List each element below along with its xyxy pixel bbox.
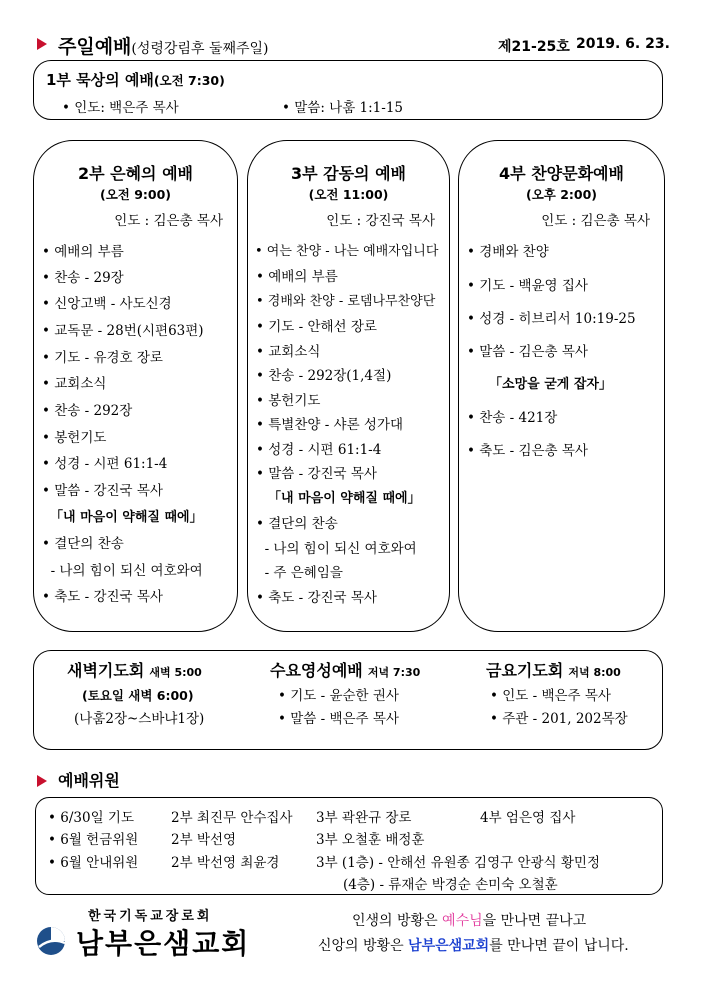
msg1-c: 을 만나면 끝나고 [482, 913, 587, 929]
list-item: • 찬송 - 421장 [467, 410, 558, 426]
issue-number: 제21-25호 [498, 39, 570, 55]
service1-heading [46, 69, 225, 90]
list-item: • 교회소식 [42, 376, 107, 392]
list-item: • 신앙고백 - 사도신경 [42, 296, 172, 312]
service3-time: (오전 11:00) [308, 187, 389, 202]
committee-cell: 3부 곽완규 장로 [316, 810, 412, 826]
list-item: • 축도 - 강진국 목사 [42, 589, 163, 605]
wed-leader: • 기도 - 윤순한 권사 [278, 688, 399, 704]
service4-time: (오후 2:00) [525, 187, 598, 202]
title: 주일예배 [58, 36, 132, 58]
dawn-text: (나훔2장~스바냐1장) [74, 711, 205, 727]
committee-box [35, 797, 663, 895]
committee-row-label: • 6월 안내위원 [48, 855, 139, 871]
fri-leader: • 인도 - 백은주 목사 [490, 688, 611, 704]
msg1-highlight: 예수님 [442, 913, 483, 929]
service1-time: (오전 7:30) [153, 73, 225, 88]
list-item: • 축도 - 김은총 목사 [467, 443, 588, 459]
list-item: • 찬송 - 292장 [42, 403, 133, 419]
service4-column [458, 140, 665, 632]
list-item: • 찬송 - 29장 [42, 270, 124, 286]
list-item: - 주 은혜임을 [256, 565, 343, 581]
dawn-heading [67, 658, 202, 681]
list-item: • 봉헌기도 [42, 430, 107, 446]
wed-time: 저녁 7:30 [367, 666, 421, 679]
list-item: • 결단의 찬송 [256, 516, 338, 532]
list-item: • 성경 - 시편 61:1-4 [42, 456, 168, 472]
list-item: • 교독문 - 28번(시편63편) [42, 323, 204, 339]
service3-title: 3부 감동의 예배 [290, 164, 406, 183]
wed-sermon: • 말씀 - 백은주 목사 [278, 711, 399, 727]
service1-title: 1부 묵상의 예배 [46, 71, 154, 89]
list-item: • 기도 - 안해선 장로 [256, 319, 377, 335]
page-title [58, 32, 269, 59]
committee-row-label: • 6월 헌금위원 [48, 832, 139, 848]
list-item: • 봉헌기도 [256, 393, 321, 409]
list-item: • 특별찬양 - 샤론 성가대 [256, 417, 404, 433]
service4-title: 4부 찬양문화예배 [499, 164, 624, 183]
dawn-time: 새벽 5:00 [149, 666, 202, 679]
list-item: • 기도 - 유경호 장로 [42, 350, 163, 366]
msg2-c: 를 만나면 끝이 납니다. [489, 938, 629, 954]
msg1-a: 인생의 방황은 [352, 913, 443, 929]
fri-heading [486, 658, 621, 681]
bullet-arrow-icon [37, 38, 47, 50]
list-item: • 경배와 찬양 [467, 244, 549, 260]
committee-cell: 2부 박선영 [171, 832, 237, 848]
committee-cell: (4층) - 류재순 박경순 손미숙 오철훈 [343, 877, 558, 893]
church-logo-icon [36, 926, 66, 956]
list-item: - 나의 힘이 되신 여호와여 [256, 541, 417, 557]
subtitle: (성령강림후 둘째주일) [131, 41, 269, 57]
list-item: • 여는 찬양 - 나는 예배자입니다 [255, 244, 439, 259]
list-item: • 말씀 - 김은총 목사 [467, 344, 588, 360]
list-item: • 성경 - 히브리서 10:19-25 [467, 311, 636, 327]
service2-leader: 인도 : 김은총 목사 [114, 213, 223, 229]
wed-title: 수요영성예배 [270, 661, 363, 680]
service2-sermon-title: 「내 마음이 약해질 때에」 [50, 510, 203, 525]
service3-column [247, 140, 450, 632]
list-item: • 기도 - 백윤영 집사 [467, 278, 588, 294]
list-item: • 경배와 찬양 - 로뎀나무찬양단 [256, 294, 436, 309]
committee-cell: 2부 최진무 안수집사 [171, 810, 293, 826]
service1-box [33, 60, 663, 120]
service2-column [33, 140, 238, 632]
list-item: • 예배의 부름 [42, 244, 124, 260]
committee-cell: 2부 박선영 최윤경 [171, 855, 280, 871]
list-item: • 말씀 - 강진국 목사 [42, 483, 163, 499]
msg2-a: 신앙의 방황은 [318, 938, 409, 954]
bullet-arrow-icon [37, 775, 47, 787]
list-item: • 축도 - 강진국 목사 [256, 590, 377, 606]
list-item: • 말씀 - 강진국 목사 [256, 466, 377, 482]
service3-sermon-title: 「내 마음이 약해질 때에」 [268, 491, 421, 506]
dawn-title: 새벽기도회 [67, 661, 145, 680]
weekday-box [33, 650, 663, 750]
service2-time: (오전 9:00) [99, 187, 172, 202]
footer-message-1 [352, 910, 586, 930]
committee-cell: 3부 (1층) - 안해선 유원종 김영구 안광식 황민정 [316, 855, 601, 871]
church-name: 남부은샘교회 [76, 927, 251, 960]
service3-leader: 인도 : 강진국 목사 [326, 213, 435, 229]
list-item: • 교회소식 [256, 344, 321, 360]
committee-heading: 예배위원 [58, 771, 120, 790]
footer-message-2 [318, 935, 629, 955]
fri-host: • 주관 - 201, 202목장 [490, 711, 628, 727]
service1-sermon: • 말씀: 나훔 1:1-15 [282, 100, 404, 116]
committee-cell: 4부 엄은영 집사 [480, 810, 576, 826]
fri-title: 금요기도회 [486, 661, 564, 680]
list-item: • 찬송 - 292장(1,4절) [256, 368, 392, 384]
dawn-saturday: (토요일 새벽 6:00) [82, 688, 194, 703]
service1-leader: • 인도: 백은주 목사 [62, 100, 179, 116]
msg2-highlight: 남부은샘교회 [408, 938, 490, 954]
list-item: • 예배의 부름 [256, 269, 338, 285]
fri-time: 저녁 8:00 [568, 666, 621, 679]
wed-heading [270, 658, 420, 681]
list-item: - 나의 힘이 되신 여호와여 [42, 563, 203, 579]
list-item: • 결단의 찬송 [42, 536, 124, 552]
denomination: 한국기독교장로회 [88, 909, 213, 924]
issue-date: 2019. 6. 23. [576, 36, 670, 52]
list-item: • 성경 - 시편 61:1-4 [256, 442, 382, 458]
service4-leader: 인도 : 김은총 목사 [541, 213, 650, 229]
committee-row-label: • 6/30일 기도 [48, 810, 134, 826]
service2-title: 2부 은혜의 예배 [77, 164, 193, 183]
service4-sermon-title: 「소망을 굳게 잡자」 [489, 377, 612, 392]
committee-cell: 3부 오철훈 배정훈 [316, 832, 425, 848]
